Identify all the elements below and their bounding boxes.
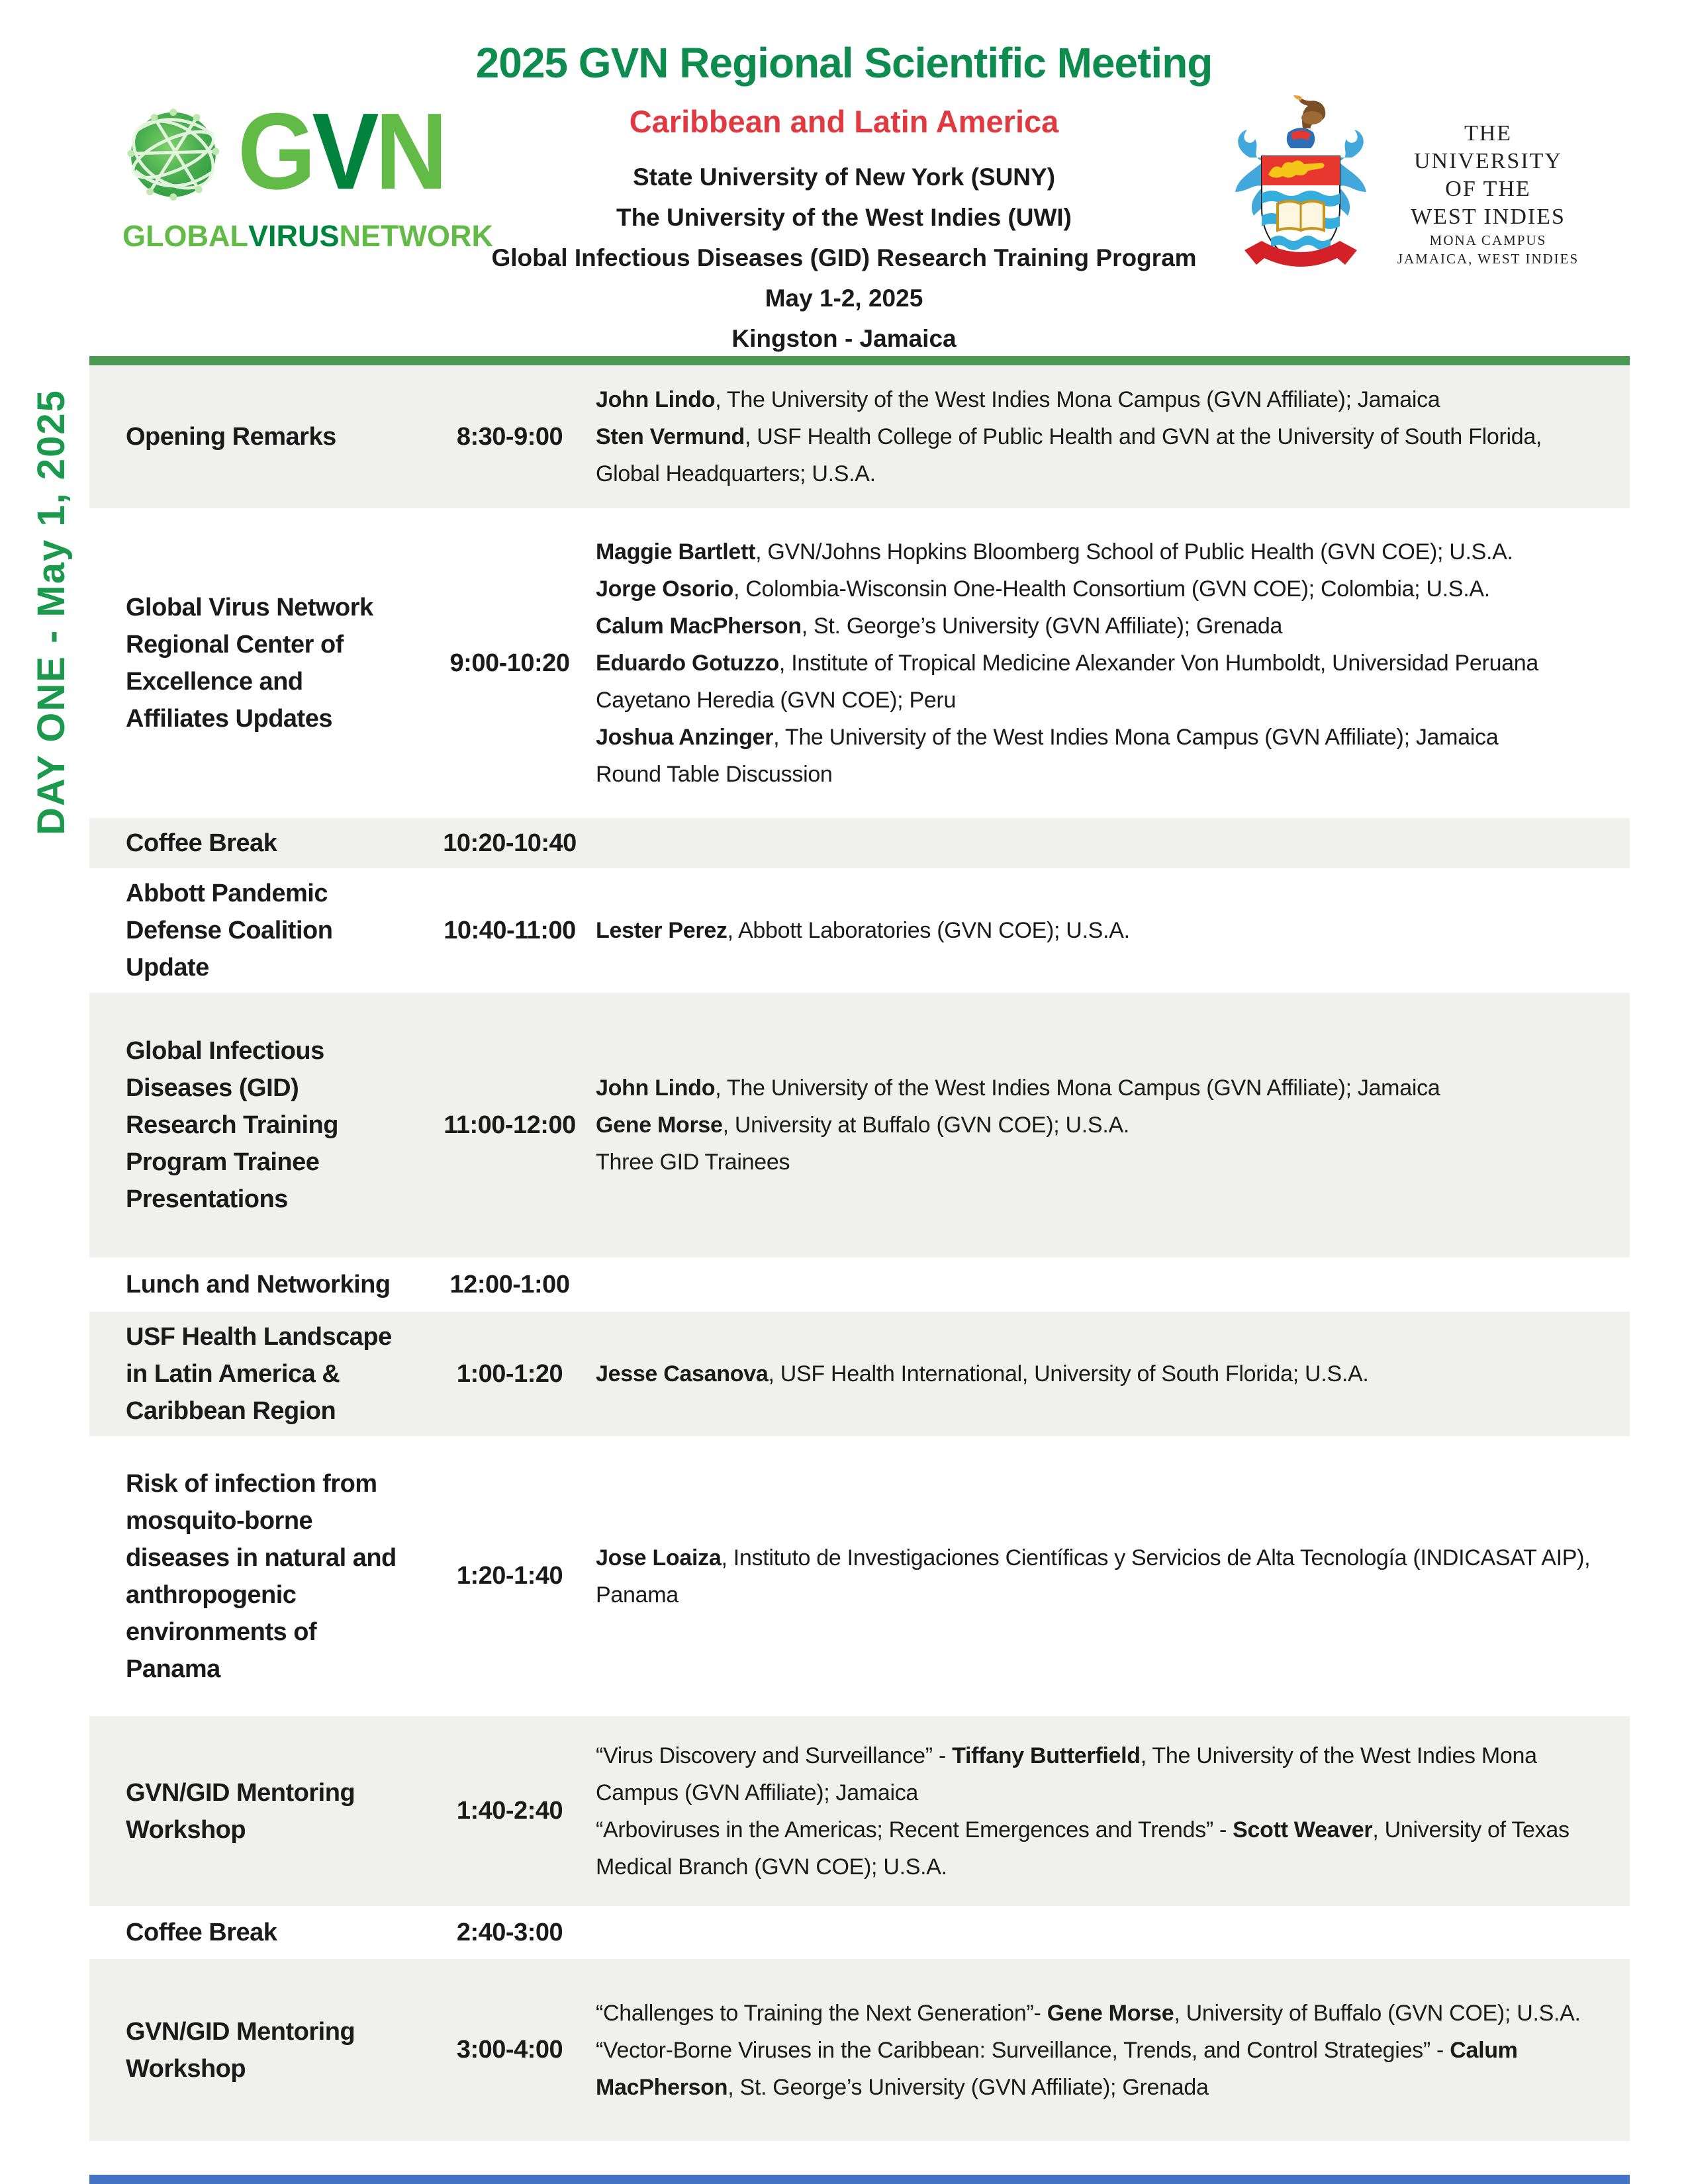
- session-details: [596, 1275, 1603, 1294]
- header: [328, 38, 1360, 359]
- session-time: 1:00-1:20: [456, 1359, 563, 1388]
- agenda-row: [89, 1959, 1630, 2141]
- session-time: 12:00-1:00: [449, 1270, 570, 1298]
- session-details: Jose Loaiza, Instituto de Investigaciones Científicas y Servicios de Alta Tecnología (INDICASAT AIP), Panama: [596, 1545, 1591, 1608]
- uwi-crest-block: [1225, 93, 1609, 295]
- gvn-word: NETWORK: [339, 219, 493, 253]
- session-title: Lunch and Networking: [126, 1271, 391, 1298]
- session-time: 3:00-4:00: [456, 2036, 563, 2064]
- session-title: GVN/GID Mentoring Workshop: [126, 2017, 355, 2083]
- session-title: Abbott Pandemic Defense Coalition Update: [126, 880, 333, 981]
- session-details: “Challenges to Training the Next Generation”- Gene Morse, University of Buffalo (GVN COE); U.S.A. “Vector-Borne Viruses in the Caribbean: Surveillance, Trends, and Control Strategies” - Calum MacPherson, St. George’s University (GVN Affiliate); Grenada: [596, 2000, 1581, 2100]
- session-details: Jesse Casanova, USF Health International, University of South Florida; U.S.A.: [596, 1361, 1369, 1387]
- page-title: 2025 GVN Regional Scientific Meeting: [475, 39, 1213, 87]
- session-time: 10:40-11:00: [444, 916, 576, 944]
- session-title: USF Health Landscape in Latin America & Caribbean Region: [126, 1323, 392, 1425]
- session-time: 2:40-3:00: [456, 1918, 563, 1946]
- day-one-label: DAY ONE - May 1, 2025: [30, 389, 73, 835]
- agenda-row: [89, 1716, 1630, 1906]
- agenda-row: [89, 1906, 1630, 1959]
- agenda-row: [89, 1257, 1630, 1312]
- session-time: 10:20-10:40: [443, 829, 577, 857]
- session-time: 1:40-2:40: [456, 1797, 563, 1825]
- agenda-rows: [89, 365, 1630, 2141]
- crest-line: THE UNIVERSITY: [1414, 120, 1562, 173]
- session-details: Maggie Bartlett, GVN/Johns Hopkins Bloomberg School of Public Health (GVN COE); U.S.A. Jorge Osorio, Colombia-Wisconsin One-Health Consortium (GVN COE); Colombia; U.S.A. Calum MacPherson, St. George’s University (GVN Affiliate); Grenada Eduardo Gotuzzo, Institute of Tropical Medicine Alexander Von Humboldt, Universidad Peruana Cayetano Heredia (GVN COE); Peru Joshua Anzinger, The University of the West Indies Mona Campus (GVN Affiliate); Jamaica Round Table Discussion: [596, 539, 1539, 787]
- session-title: Global Virus Network Regional Center of Excellence and Affiliates Updates: [126, 594, 373, 733]
- session-title: Opening Remarks: [126, 423, 336, 451]
- gvn-letter: V: [312, 90, 375, 212]
- session-title: GVN/GID Mentoring Workshop: [126, 1778, 355, 1844]
- agenda-row: [89, 868, 1630, 993]
- session-details: Lester Perez, Abbott Laboratories (GVN COE); U.S.A.: [596, 918, 1130, 943]
- agenda-row: [89, 818, 1630, 868]
- gvn-letter: G: [238, 90, 312, 212]
- agenda-row: [89, 1436, 1630, 1716]
- gvn-letter: N: [375, 90, 444, 212]
- session-details: John Lindo, The University of the West Indies Mona Campus (GVN Affiliate); Jamaica Sten Vermund, USF Health College of Public Health and GVN at the University of South Florida, Global Headquarters; U.S.A.: [596, 387, 1542, 486]
- session-time: 8:30-9:00: [456, 422, 563, 451]
- session-details: “Virus Discovery and Surveillance” - Tiffany Butterfield, The University of the West Indies Mona Campus (GVN Affiliate); Jamaica “Arboviruses in the Americas; Recent Emergences and Trends” - Scott Weaver, University of Texas Medical Branch (GVN COE); U.S.A.: [596, 1743, 1570, 1880]
- page-subtitle: Caribbean and Latin America: [629, 104, 1059, 139]
- agenda-row: [89, 993, 1630, 1257]
- crest-line: OF THE: [1445, 176, 1531, 201]
- session-time: 11:00-12:00: [444, 1111, 576, 1139]
- session-details: [596, 834, 1603, 852]
- session-details: John Lindo, The University of the West Indies Mona Campus (GVN Affiliate); Jamaica Gene Morse, University at Buffalo (GVN COE); U.S.A. Three GID Trainees: [596, 1075, 1440, 1175]
- session-details: [596, 1923, 1603, 1942]
- agenda-top-rule: [89, 356, 1630, 365]
- header-lines: [328, 157, 1360, 359]
- header-line: State University of New York (SUNY): [632, 163, 1056, 191]
- header-line: Kingston - Jamaica: [731, 325, 957, 352]
- agenda-row: [89, 1312, 1630, 1436]
- gvn-word: GLOBAL: [122, 219, 248, 253]
- next-section-rule: [89, 2175, 1630, 2184]
- uwi-crest-text: [1389, 120, 1587, 268]
- gvn-globe-icon: [122, 98, 228, 212]
- session-time: 9:00-10:20: [449, 649, 570, 677]
- header-line: The University of the West Indies (UWI): [616, 204, 1072, 231]
- session-title: Global Infectious Diseases (GID) Research Training Program Trainee Presentations: [126, 1037, 338, 1213]
- session-title: Coffee Break: [126, 1919, 277, 1946]
- session-title: Coffee Break: [126, 829, 277, 857]
- uwi-crest-icon: [1225, 93, 1377, 295]
- crest-line: WEST INDIES: [1411, 204, 1566, 229]
- crest-line: MONA CAMPUS: [1429, 232, 1547, 248]
- session-title: Risk of infection from mosquito-borne diseases in natural and anthropogenic environments of Panama: [126, 1469, 397, 1683]
- agenda-row: [89, 365, 1630, 508]
- session-time: 1:20-1:40: [456, 1562, 563, 1590]
- crest-line: JAMAICA, WEST INDIES: [1397, 250, 1579, 267]
- header-line: May 1-2, 2025: [765, 285, 923, 312]
- header-line: Global Infectious Diseases (GID) Research Training Program: [491, 244, 1197, 271]
- gvn-word: VIRUS: [248, 219, 340, 253]
- agenda-row: [89, 508, 1630, 818]
- agenda-table: [89, 356, 1630, 2141]
